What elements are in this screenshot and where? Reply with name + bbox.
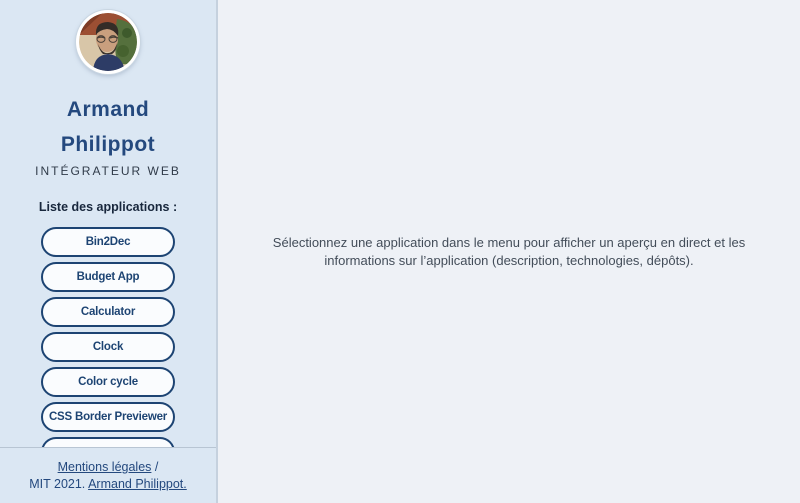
apps-list-label: Liste des applications : [38,200,178,214]
profile-role: INTÉGRATEUR WEB [35,164,181,178]
sidebar-footer [0,447,216,503]
placeholder-message [253,234,765,270]
placeholder-message-line2: informations sur l’application (description, technologies, dépôts). [324,252,694,268]
footer-legal-line [58,460,159,474]
avatar [76,10,140,74]
profile-name [61,92,155,162]
avatar-photo-icon [79,13,137,71]
profile-first-name: Armand [66,98,150,121]
app-button-partial[interactable] [41,437,175,447]
app-button-clock[interactable]: Clock [41,332,175,362]
footer-license-line [29,477,187,491]
app-button-calculator[interactable]: Calculator [41,297,175,327]
app-button-css-border-previewer[interactable]: CSS Border Previewer [41,402,175,432]
legal-link[interactable]: Mentions légales [57,460,152,474]
app-button-budget-app[interactable]: Budget App [41,262,175,292]
license-text: MIT 2021. [29,477,86,491]
placeholder-message-line1: Sélectionnez une application dans le menu pour afficher un aperçu en direct et les [272,234,746,250]
app-button-bin2dec[interactable]: Bin2Dec [41,227,175,257]
author-link[interactable]: Armand Philippot. [88,477,187,491]
sidebar [0,0,218,503]
profile-last-name: Philippot [60,133,156,156]
main-content [218,0,800,503]
apps-list [0,227,216,447]
footer-separator: / [154,460,159,474]
app-button-color-cycle[interactable]: Color cycle [41,367,175,397]
